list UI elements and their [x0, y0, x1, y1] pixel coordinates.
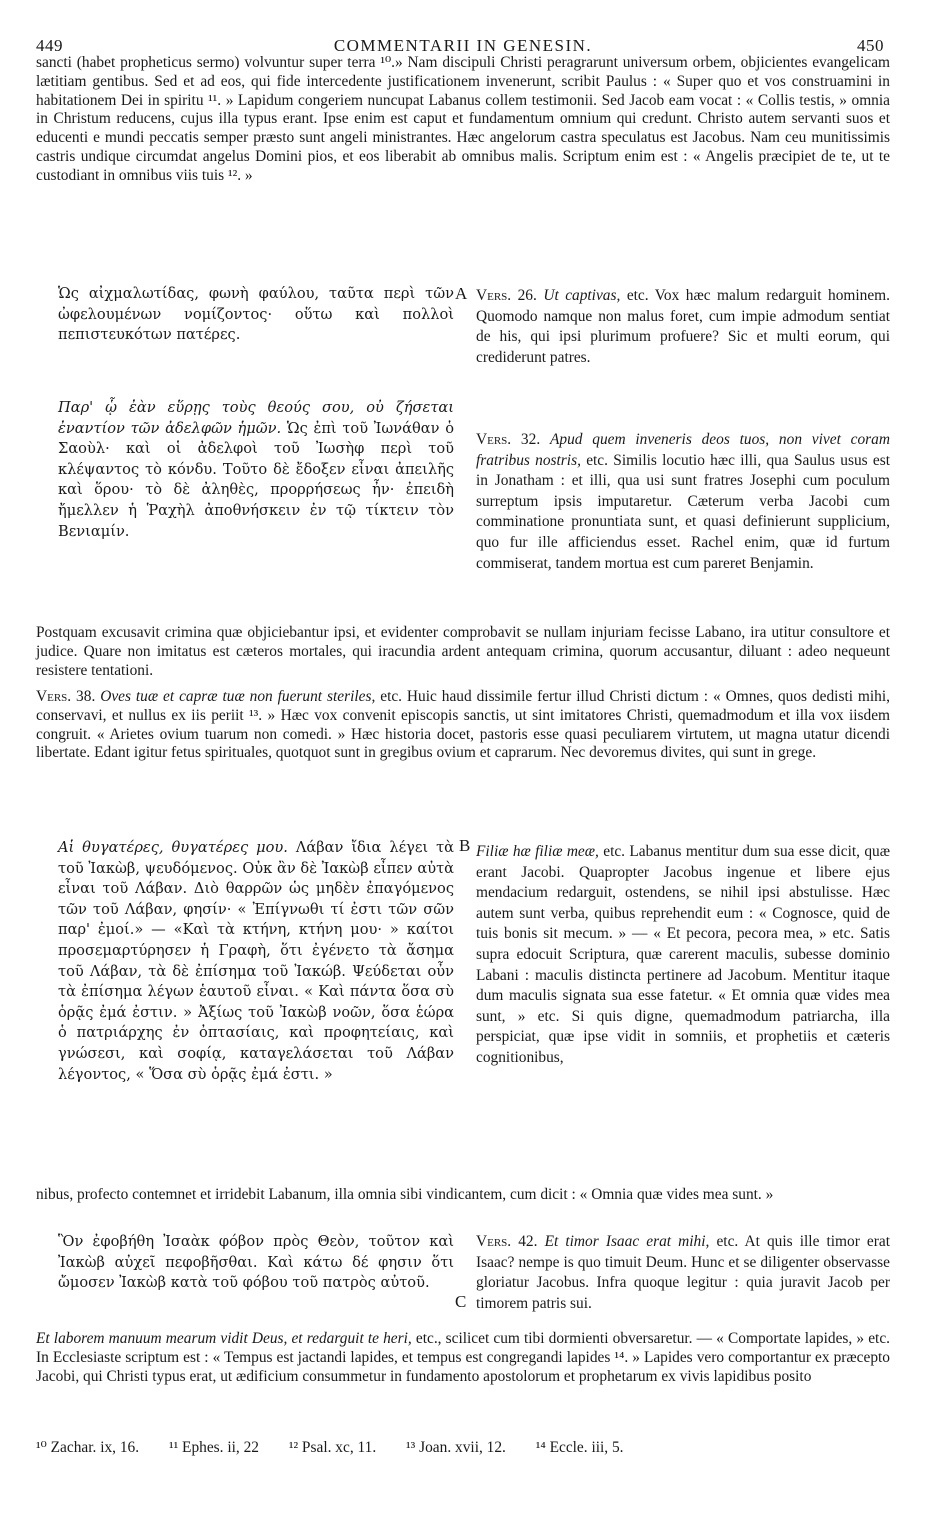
footnote: ¹⁰ Zachar. ix, 16. — [36, 1439, 140, 1456]
page-number-left: 449 — [36, 36, 63, 55]
latin-paragraph-omnia: nibus, profecto contemnet et irridebit Labanum, illa omnia sibi vindicantem, cum dicit : « Omnia quæ vides mea sunt. » — [36, 1186, 774, 1203]
column-marker-a: A — [455, 284, 468, 303]
verse-lemma: Oves tuæ et capræ tuæ non fuerunt steriles, — [100, 688, 376, 705]
greek-scholion-2 — [58, 398, 454, 542]
footnote: ¹² Psal. xc, 11. — [288, 1439, 377, 1456]
verse-lemma: Παρ' ᾧ ἐὰν εὕρῃς τοὺς θεούς σου, οὐ ζήσεται ἐναντίον τῶν ἀδελφῶν ἡμῶν. — [58, 399, 454, 437]
footnote: ¹⁴ Eccle. iii, 5. — [535, 1439, 624, 1456]
commentary-text: etc. Labanus mentitur dum sua esse dicit, quæ erant Jacobi. Quapropter Jacobus ingenue et libere ejus mendacium redarguit, ostendens, se nihil ipsi abstulisse. Hæc autem sunt verba, quibus reprehendit eum : « Cognosce, quid de tuis bonis sit mecum. » — « Et pecora, pecora mea, » etc. Satis supra edocuit Scriptura, quæ carerent maculis, subesse dominio Labani : maculis distincta pertinere ad Jacobum. Mentitur itaque dum maculis signata sua esse fatetur. « Et omnia quæ vides mea sunt, » etc. Si quis digne, quemadmodum patriarcha, illa perspiciat, quæ ipse vidit in somniis, et prophetiis et cæteris cognitionibus, — [476, 843, 890, 1066]
footnote: ¹¹ Ephes. ii, 22 — [168, 1439, 259, 1456]
commentary-text: etc. Vox hæc malum redarguit hominem. Quomodo namque non malus foret, cum impie admodum sentiat de his, qui ipsi plurimum profuere? Sic et multi eorum, qui crediderunt patres. — [476, 287, 890, 366]
greek-scholion-3 — [58, 838, 454, 1085]
verse-label: Vers. 32. — [476, 431, 541, 448]
verse-lemma: Αἱ θυγατέρες, θυγατέρες μου. — [58, 839, 288, 856]
verse-label: Vers. 26. — [476, 287, 537, 304]
scholion-text: Λάβαν ἴδια λέγει τὰ τοῦ Ἰακὼβ, ψευδόμενος. Οὐκ ἂν δὲ Ἰακὼβ εἶπεν αὐτὰ εἶναι τοῦ Λάβαν. Διὸ θαρρῶν ὡς μηδὲν ἐπαγόμενος τῶν τοῦ Λάβαν, φησίν· « Ἐπίγνωθι τί ἐστι τῶν σῶν παρ' ἐμοί.» — «Καὶ τὰ κτήνη, κτήνη μου· » καίτοι προσεμαρτύρησεν ἡ Γραφὴ, ὅτι ἐγένετο τὰ ἄσημα τοῦ Λάβαν, τὰ δὲ ἐπίσημα τοῦ Ἰακώβ. Ψεύδεται οὖν τὰ ἐπίσημα λέγων ἑαυτοῦ εἶναι. « Καὶ πάντα ὅσα σὺ ὁρᾷς ἐμά ἐστιν. » Ἀξίως τοῦ Ἰακὼβ νοῶν, ὅσα ἑώρα ὁ πατριάρχης ἐν ὀπτασίαις, καὶ προφητείαις, καὶ γνώσεσι, καὶ σοφίᾳ, καταγελάσεται τοῦ Λάβαν λέγοντος, « Ὅσα σὺ ὁρᾷς ἐμά ἐστι. » — [58, 839, 455, 1083]
latin-commentary-4 — [476, 1232, 890, 1314]
footnotes — [36, 1438, 890, 1457]
page-number-right: 450 — [857, 36, 884, 55]
verse-lemma: Et laborem manuum mearum vidit Deus, et redarguit te heri, — [36, 1330, 412, 1347]
column-marker-b: B — [459, 836, 471, 855]
commentary-text: etc. Similis locutio hæc illi, qua Saulus usus est in Jonatham : et illi, qua usi sunt fratres Josephi cum poculum surreptum ipsis imputaretur. Cæterum verba Jacobi cum comminatione pronuntiata sunt, et quasi definierunt supplicium, quo fur ille afficiendus esset. Rachel enim, quæ id furtum commiserat, tandem mortua est cum pareret Benjamin. — [476, 451, 890, 572]
intro-paragraph: sancti (habet propheticus sermo) volvuntur super terra ¹⁰.» Nam discipuli Christi peragrarunt universum orbem, objicientes evangelicam lætitiam gentibus. Sed et ad eos, qui fide intercedente justificationem invenerunt, scribit Paulus : « Super quo et vos construamini in habitationem Dei in spiritu ¹¹. » Lapidum congeriem nuncupat Labanus collem testimonii. Sed Jacob eam vocat : « Collis testis, » omnia in Christum reducens, cujus illa typus erant. Ipse enim est caput et fundamentum omnium qui credunt. Christo autem servanti suos et educenti e mundi peccatis semper præsto sunt angeli ministrantes. Hæc angelorum castra speculatus est Jacobus. Nam ceu munitissimis castris undique circumdat angelus Domini pios, et eos liberabit ab omnibus malis. Scriptum enim est : « Angelis præcipiet de te, ut te custodiant in omnibus viis tuis ¹². » — [36, 54, 890, 184]
commentary-text: etc. Huic haud dissimile fertur illud Christi dictum : « Omnes, quos dedisti mihi, conservavi, et nullus ex iis periit ¹³. » Hæc vox convenit episcopis sanctis, ut sint imitatores Christi, quemadmodum et illa vox iisdem congruit. « Arietes ovium tuarum non comedi. » Hæc historia docet, pastoris esse quasi peculiarem virtutem, ut magna utatur dicendi libertate. Edant igitur fetus spirituales, quotquot sunt in gregibus ovium et caprarum. Nec devoremus divites, qui sunt in grege. — [36, 688, 890, 762]
footnote: ¹³ Joan. xvii, 12. — [406, 1439, 506, 1456]
latin-commentary-1 — [476, 286, 890, 368]
latin-paragraph-verse-38 — [36, 688, 890, 763]
verse-lemma: Et timor Isaac erat mihi, — [544, 1233, 710, 1250]
commentary-text: etc. At quis ille timor erat Isaac? nempe is quo timuit Deum. Hunc et se diligenter observasse gloriatur Jacobus. Infra quoque legitur : quia juravit Jacob per timorem patris sui. — [476, 1233, 890, 1312]
latin-commentary-2 — [476, 430, 890, 574]
verse-lemma: Ut captivas, — [543, 287, 621, 304]
verse-label: Vers. 38. — [36, 688, 96, 705]
verse-label: Vers. 42. — [476, 1233, 538, 1250]
commentary-text: etc., scilicet cum tibi dormienti obversaretur. — « Comportate lapides, » etc. In Ecclesiaste scriptum est : « Tempus est jactandi lapides, et tempus est congregandi lapides ¹⁴. » Lapides vero comportantur ex præcepto Jacobi, qui Christi typus erat, ut ædificium consummetur in fundamento apostolorum et prophetarum ex vivis lapidibus posito — [36, 1330, 890, 1385]
running-title: COMMENTARII IN GENESIN. — [333, 36, 593, 55]
latin-paragraph-wrath: Postquam excusavit crimina quæ objiciebantur ipsi, et evidenter comprobavit se nullam injuriam fecisse Labano, ira utitur consultore et judice. Quare non imitatus est cæteros mortales, qui iracundia ardent antequam crimina, quorum accusantur, diluant : adeo nequeunt resistere tentationi. — [36, 624, 890, 679]
verse-lemma: Apud quem inveneris deos tuos, non vivet coram fratribus nostris, — [476, 431, 890, 469]
verse-lemma: Filiæ hæ filiæ meæ, — [476, 843, 599, 860]
greek-scholion-1: Ὡς αἰχμαλωτίδας, φωνὴ φαύλου, ταῦτα περὶ τῶν ὠφελουμένων νομίζοντος· οὕτω καὶ πολλοὶ πεπιστευκότων πατέρες. — [58, 285, 454, 344]
column-marker-c: C — [455, 1292, 467, 1311]
scholion-text: Ὡς ἐπὶ τοῦ Ἰωνάθαν ὁ Σαοὺλ· καὶ οἱ ἀδελφοὶ τοῦ Ἰωσὴφ περὶ τοῦ κλέψαντος τὸ κόνδυ. Τοῦτο δὲ ἔδοξεν εἶναι ἀπειλῆς καὶ ὅρου· τὸ δὲ ἀληθὲς, προρρήσεως ἦν· ἐπειδὴ ἤμελλεν ἡ Ῥαχὴλ ἀποθνήσκειν ἐν τῷ τίκτειν τὸν Βενιαμίν. — [58, 419, 455, 540]
latin-commentary-3 — [476, 842, 890, 1069]
latin-paragraph-final — [36, 1330, 890, 1386]
greek-scholion-4: Ὃν ἐφοβήθη Ἰσαὰκ φόβον πρὸς Θεὸν, τοῦτον καὶ Ἰακὼβ αὐχεῖ πεφοβῆσθαι. Καὶ κάτω δέ φησιν ὅτι ὤμοσεν Ἰακὼβ κατὰ τοῦ φόβου τοῦ πατρὸς αὐτοῦ. — [58, 1233, 454, 1292]
